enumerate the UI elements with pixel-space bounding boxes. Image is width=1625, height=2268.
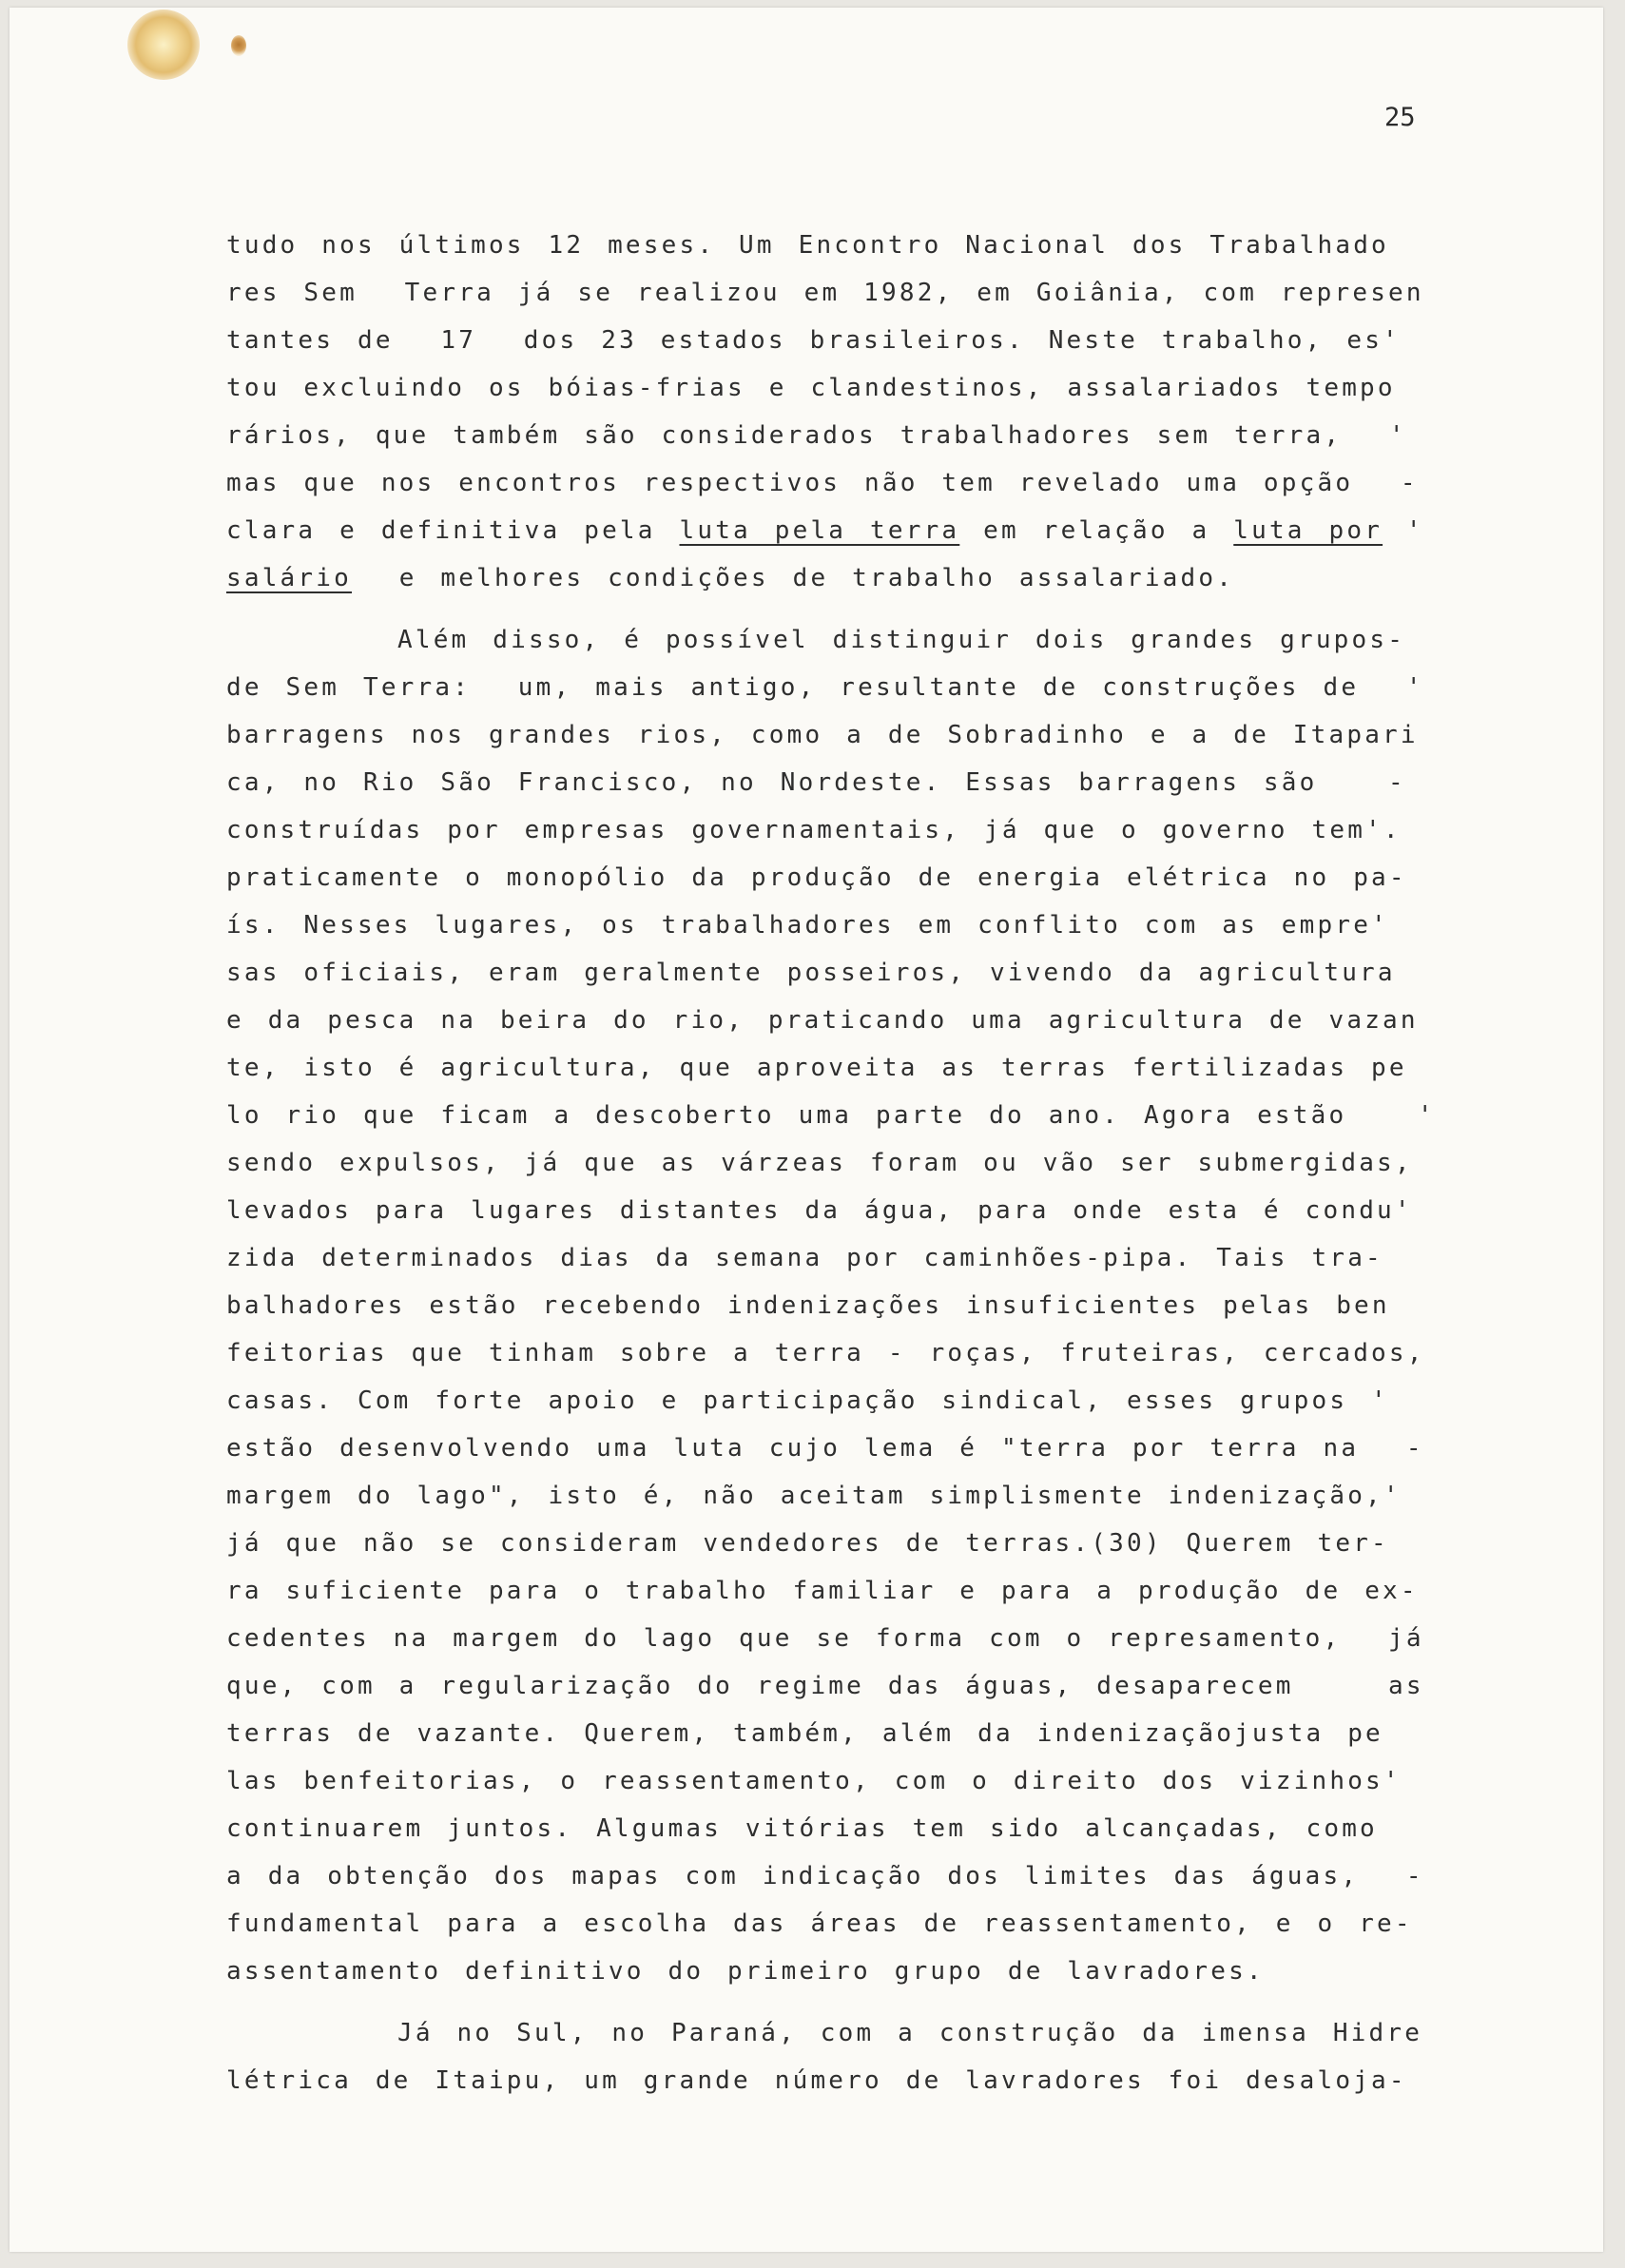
text-line: res Sem Terra já se realizou em 1982, em Goiânia, com represen bbox=[226, 279, 1424, 307]
text-line bbox=[226, 559, 1443, 597]
text-line: lo rio que ficam a descoberto uma parte do ano. Agora estão ' bbox=[226, 1101, 1436, 1130]
text-line: cedentes na margem do lago que se forma com o represamento, já bbox=[226, 1624, 1424, 1653]
text-line: a da obtenção dos mapas com indicação dos limites das águas, - bbox=[226, 1862, 1424, 1890]
text-segment: e melhores condições de trabalho assalariado. bbox=[351, 564, 1235, 592]
text-line: mas que nos encontros respectivos não tem revelado uma opção - bbox=[226, 469, 1419, 497]
text-line: te, isto é agricultura, que aproveita as terras fertilizadas pe bbox=[226, 1054, 1407, 1082]
text-line: ca, no Rio São Francisco, no Nordeste. Essas barragens são - bbox=[226, 768, 1406, 797]
text-line: já que não se consideram vendedores de terras.(30) Querem ter- bbox=[226, 1529, 1389, 1558]
text-line: tantes de 17 dos 23 estados brasileiros. Neste trabalho, es' bbox=[226, 326, 1401, 355]
text-segment: em relação a bbox=[959, 516, 1234, 545]
text-line: Já no Sul, no Paraná, com a construção da imensa Hidre bbox=[397, 2019, 1423, 2047]
text-line: assentamento definitivo do primeiro grupo de lavradores. bbox=[226, 1957, 1265, 1986]
document-page bbox=[10, 8, 1603, 2252]
underlined-phrase: salário bbox=[226, 564, 352, 592]
text-line: ís. Nesses lugares, os trabalhadores em conflito com as empre' bbox=[226, 911, 1389, 940]
text-line: feitorias que tinham sobre a terra - roças, fruteiras, cercados, bbox=[226, 1339, 1425, 1367]
text-line: terras de vazante. Querem, também, além da indenizaçãojusta pe bbox=[226, 1719, 1383, 1748]
text-line: estão desenvolvendo uma luta cujo lema é "terra por terra na - bbox=[226, 1434, 1424, 1463]
text-segment: ' bbox=[1383, 516, 1424, 545]
text-line: que, com a regularização do regime das águas, desaparecem as bbox=[226, 1672, 1424, 1700]
page-number: 25 bbox=[1384, 103, 1416, 132]
text-line: barragens nos grandes rios, como a de Sobradinho e a de Itapari bbox=[226, 721, 1419, 749]
text-line: tou excluindo os bóias-frias e clandestinos, assalariados tempo bbox=[226, 374, 1396, 402]
text-line: zida determinados dias da semana por caminhões-pipa. Tais tra- bbox=[226, 1244, 1383, 1272]
text-line: continuarem juntos. Algumas vitórias tem sido alcançadas, como bbox=[226, 1814, 1378, 1843]
text-line: tudo nos últimos 12 meses. Um Encontro Nacional dos Trabalhado bbox=[226, 231, 1389, 260]
text-line: levados para lugares distantes da água, para onde esta é condu' bbox=[226, 1196, 1413, 1225]
underlined-phrase: luta por bbox=[1233, 516, 1383, 545]
text-line bbox=[226, 512, 1443, 550]
text-line: praticamente o monopólio da produção de energia elétrica no pa- bbox=[226, 863, 1407, 892]
burn-spot bbox=[231, 35, 246, 56]
text-line: margem do lago", isto é, não aceitam simplismente indenização,' bbox=[226, 1482, 1402, 1510]
text-line: balhadores estão recebendo indenizações insuficientes pelas ben bbox=[226, 1291, 1390, 1320]
text-line: sas oficiais, eram geralmente posseiros, vivendo da agricultura bbox=[226, 959, 1396, 987]
burn-stain bbox=[127, 10, 200, 80]
text-line: létrica de Itaipu, um grande número de lavradores foi desaloja- bbox=[226, 2066, 1407, 2095]
text-line: las benfeitorias, o reassentamento, com o direito dos vizinhos' bbox=[226, 1767, 1402, 1795]
text-line: fundamental para a escolha das áreas de reassentamento, e o re- bbox=[226, 1909, 1413, 1938]
text-line: casas. Com forte apoio e participação sindical, esses grupos ' bbox=[226, 1386, 1389, 1415]
underlined-phrase: luta pela terra bbox=[679, 516, 960, 545]
text-line: sendo expulsos, já que as várzeas foram ou vão ser submergidas, bbox=[226, 1149, 1413, 1177]
text-line: ra suficiente para o trabalho familiar e para a produção de ex- bbox=[226, 1577, 1419, 1605]
text-segment: clara e definitiva pela bbox=[226, 516, 680, 545]
text-line: rários, que também são considerados trabalhadores sem terra, ' bbox=[226, 421, 1407, 450]
text-line: Além disso, é possível distinguir dois grandes grupos- bbox=[397, 626, 1406, 654]
text-line: construídas por empresas governamentais, já que o governo tem'. bbox=[226, 816, 1402, 844]
text-line: e da pesca na beira do rio, praticando uma agricultura de vazan bbox=[226, 1006, 1419, 1035]
text-line: de Sem Terra: um, mais antigo, resultante de construções de ' bbox=[226, 673, 1424, 702]
